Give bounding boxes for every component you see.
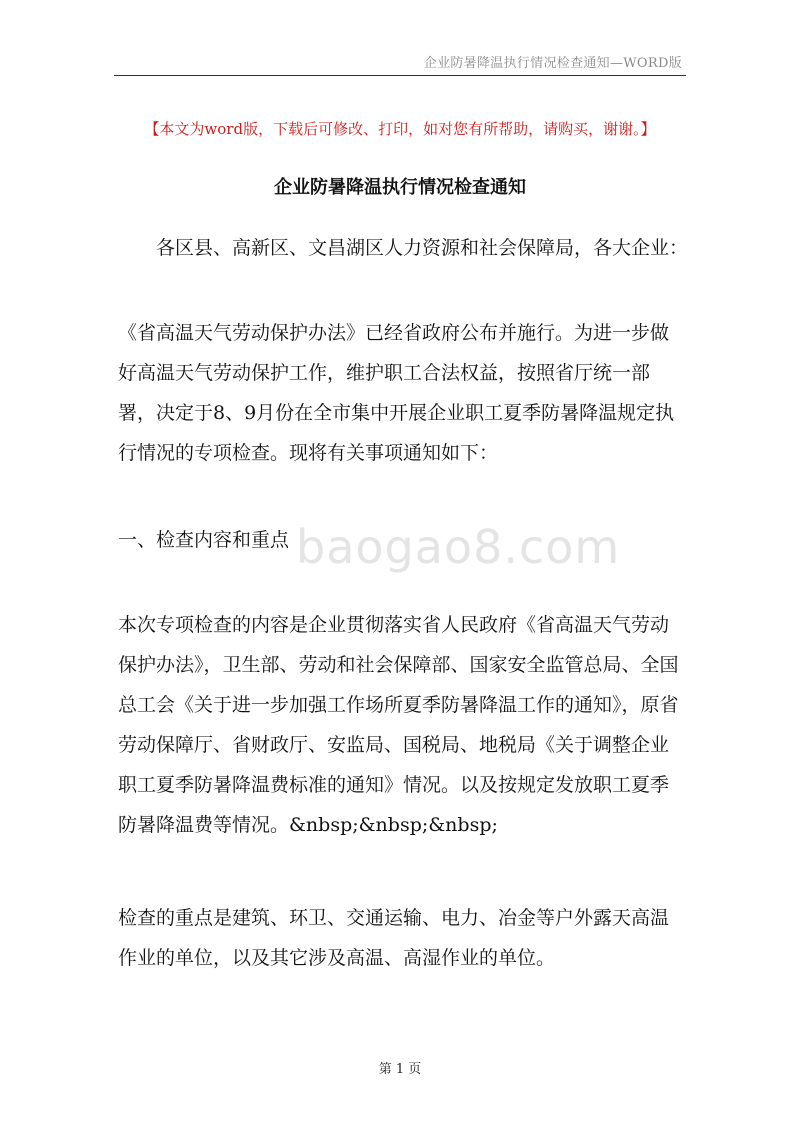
watermark: baogao8.com: [296, 520, 621, 574]
focus-paragraph: 检查的重点是建筑、环卫、交通运输、电力、冶金等户外露天高温作业的单位，以及其它涉及高温、高湿作业的单位。: [118, 907, 670, 969]
document-title: 企业防暑降温执行情况检查通知: [274, 177, 526, 198]
purchase-notice: 【本文为word版，下载后可修改、打印，如对您有所帮助，请购买，谢谢。】: [144, 120, 656, 138]
content-paragraph: 本次专项检查的内容是企业贯彻落实省人民政府《省高温天气劳动保护办法》，卫生部、劳动和社会保障部、国家安全监管总局、全国总工会《关于进一步加强工作场所夏季防暑降温工作的通知》，原省劳动保障厅、省财政厅、安监局、国税局、地税局《关于调整企业职工夏季防暑降温费标准的通知》情况。以及按规定发放职工夏季防暑降温费等情况。&nbsp;&nbsp;&nbsp;: [118, 614, 679, 836]
page-number: 第 1 页: [378, 1062, 422, 1077]
running-header: 企业防暑降温执行情况检查通知—WORD版: [423, 56, 682, 71]
section-heading: 一、检查内容和重点: [118, 529, 290, 551]
header-divider: [114, 75, 686, 76]
intro-paragraph: 《省高温天气劳动保护办法》已经省政府公布并施行。为进一步做好高温天气劳动保护工作，维护职工合法权益，按照省厅统一部署，决定于8、9月份在全市集中开展企业职工夏季防暑降温规定执行情况的专项检查。现将有关事项通知如下：: [118, 322, 675, 464]
salutation: 各区县、高新区、文昌湖区人力资源和社会保障局，各大企业：: [156, 237, 689, 259]
